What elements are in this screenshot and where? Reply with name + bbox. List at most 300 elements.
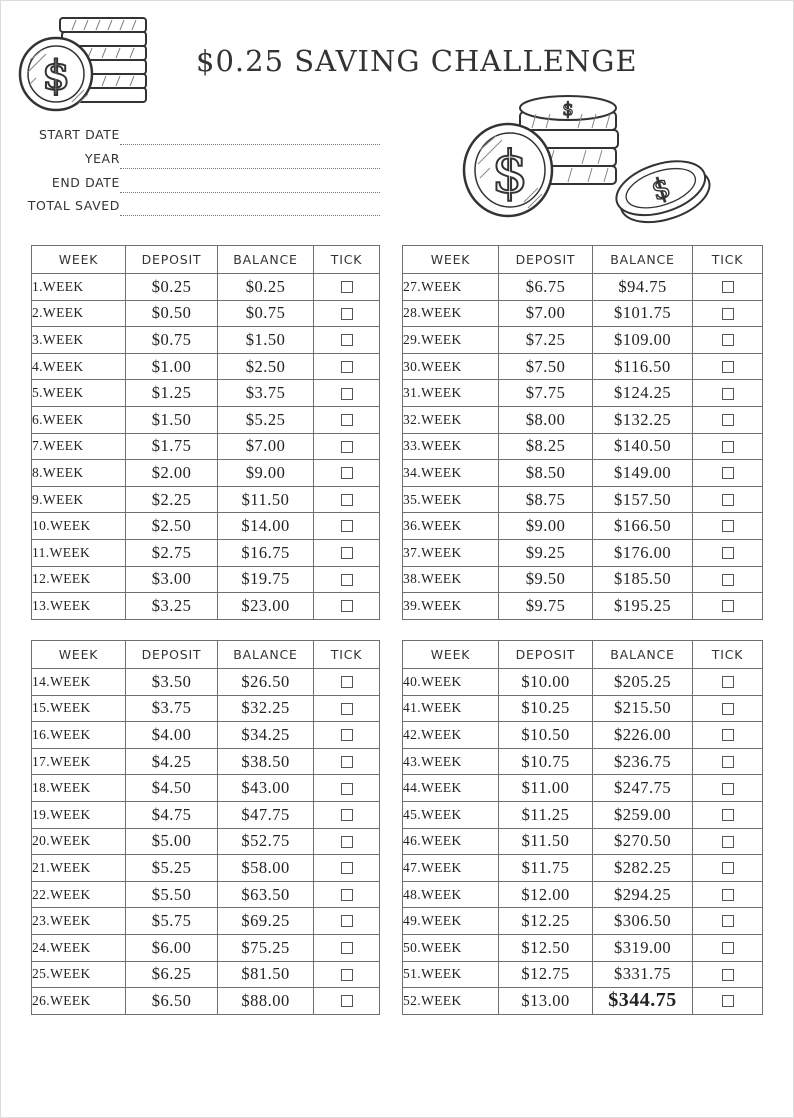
tick-checkbox[interactable] xyxy=(341,494,353,506)
balance-cell: $3.75 xyxy=(218,380,314,407)
balance-cell: $270.50 xyxy=(593,828,693,855)
tick-cell xyxy=(314,513,380,540)
coin-pile-icon xyxy=(462,92,718,230)
savings-table-weeks-27-39 xyxy=(402,245,763,620)
deposit-cell: $0.25 xyxy=(126,274,218,301)
table-row xyxy=(32,801,380,828)
balance-header: BALANCE xyxy=(218,246,314,274)
tick-header: TICK xyxy=(693,641,763,669)
tick-cell xyxy=(693,775,763,802)
week-cell: 8.WEEK xyxy=(32,460,126,487)
week-cell: 20.WEEK xyxy=(32,828,126,855)
tick-cell xyxy=(314,539,380,566)
deposit-cell: $9.75 xyxy=(499,593,593,620)
table-row xyxy=(32,460,380,487)
balance-cell: $157.50 xyxy=(593,486,693,513)
tick-checkbox[interactable] xyxy=(722,414,734,426)
week-cell: 37.WEEK xyxy=(403,539,499,566)
week-cell: 34.WEEK xyxy=(403,460,499,487)
week-cell: 27.WEEK xyxy=(403,274,499,301)
week-cell: 21.WEEK xyxy=(32,855,126,882)
balance-cell: $19.75 xyxy=(218,566,314,593)
week-cell: 2.WEEK xyxy=(32,300,126,327)
tick-checkbox[interactable] xyxy=(722,783,734,795)
tick-checkbox[interactable] xyxy=(341,441,353,453)
tick-checkbox[interactable] xyxy=(722,756,734,768)
balance-cell: $319.00 xyxy=(593,934,693,961)
week-cell: 22.WEEK xyxy=(32,881,126,908)
tick-cell xyxy=(693,539,763,566)
deposit-cell: $3.50 xyxy=(126,669,218,696)
table-row xyxy=(403,881,763,908)
tick-cell xyxy=(314,327,380,354)
tick-checkbox[interactable] xyxy=(341,889,353,901)
table-row xyxy=(32,961,380,988)
tick-cell xyxy=(693,881,763,908)
svg-text:$: $ xyxy=(491,138,529,206)
deposit-cell: $11.75 xyxy=(499,855,593,882)
tick-cell xyxy=(693,433,763,460)
deposit-cell: $8.50 xyxy=(499,460,593,487)
tick-checkbox[interactable] xyxy=(341,915,353,927)
week-cell: 28.WEEK xyxy=(403,300,499,327)
table-row xyxy=(32,748,380,775)
table-row xyxy=(403,327,763,354)
start-date-field[interactable] xyxy=(20,124,380,146)
deposit-cell: $13.00 xyxy=(499,988,593,1015)
deposit-cell: $12.75 xyxy=(499,961,593,988)
balance-cell: $47.75 xyxy=(218,801,314,828)
tick-checkbox[interactable] xyxy=(341,281,353,293)
deposit-cell: $5.50 xyxy=(126,881,218,908)
deposit-cell: $7.00 xyxy=(499,300,593,327)
table-row xyxy=(32,593,380,620)
table-row xyxy=(403,748,763,775)
tick-checkbox[interactable] xyxy=(341,308,353,320)
tick-cell xyxy=(314,566,380,593)
tick-checkbox[interactable] xyxy=(722,862,734,874)
tick-cell xyxy=(693,593,763,620)
week-cell: 30.WEEK xyxy=(403,353,499,380)
tick-cell xyxy=(693,748,763,775)
table-row xyxy=(32,908,380,935)
tick-cell xyxy=(693,380,763,407)
svg-text:$: $ xyxy=(647,170,675,208)
table-row xyxy=(32,669,380,696)
table-row xyxy=(403,908,763,935)
week-cell: 24.WEEK xyxy=(32,934,126,961)
week-header: WEEK xyxy=(32,246,126,274)
deposit-cell: $8.25 xyxy=(499,433,593,460)
week-cell: 51.WEEK xyxy=(403,961,499,988)
tick-cell xyxy=(314,828,380,855)
week-cell: 10.WEEK xyxy=(32,513,126,540)
tick-checkbox[interactable] xyxy=(722,467,734,479)
balance-header: BALANCE xyxy=(593,246,693,274)
balance-cell: $205.25 xyxy=(593,669,693,696)
deposit-cell: $2.50 xyxy=(126,513,218,540)
year-label: YEAR xyxy=(84,151,120,166)
table-row xyxy=(403,380,763,407)
table-row xyxy=(403,513,763,540)
tick-checkbox[interactable] xyxy=(722,942,734,954)
balance-cell: $124.25 xyxy=(593,380,693,407)
deposit-cell: $4.25 xyxy=(126,748,218,775)
week-cell: 47.WEEK xyxy=(403,855,499,882)
total-saved-field[interactable] xyxy=(20,195,380,217)
tick-cell xyxy=(693,801,763,828)
week-cell: 48.WEEK xyxy=(403,881,499,908)
end-date-field[interactable] xyxy=(20,172,380,194)
table-row xyxy=(403,695,763,722)
tick-cell xyxy=(314,406,380,433)
week-cell: 14.WEEK xyxy=(32,669,126,696)
table-row xyxy=(32,486,380,513)
deposit-cell: $4.50 xyxy=(126,775,218,802)
week-header: WEEK xyxy=(32,641,126,669)
tick-checkbox[interactable] xyxy=(341,361,353,373)
tick-cell xyxy=(314,908,380,935)
tick-checkbox[interactable] xyxy=(341,467,353,479)
week-cell: 25.WEEK xyxy=(32,961,126,988)
week-cell: 35.WEEK xyxy=(403,486,499,513)
balance-cell: $166.50 xyxy=(593,513,693,540)
table-row xyxy=(403,539,763,566)
table-row xyxy=(403,775,763,802)
deposit-cell: $7.50 xyxy=(499,353,593,380)
table-row xyxy=(403,855,763,882)
table-row xyxy=(32,988,380,1015)
tick-checkbox[interactable] xyxy=(341,334,353,346)
tick-cell xyxy=(693,908,763,935)
table-row xyxy=(32,380,380,407)
table-row xyxy=(403,353,763,380)
balance-cell: $38.50 xyxy=(218,748,314,775)
tick-checkbox[interactable] xyxy=(722,334,734,346)
deposit-header: DEPOSIT xyxy=(126,246,218,274)
balance-cell: $32.25 xyxy=(218,695,314,722)
tick-checkbox[interactable] xyxy=(722,995,734,1007)
balance-cell: $149.00 xyxy=(593,460,693,487)
table-row xyxy=(403,460,763,487)
tick-checkbox[interactable] xyxy=(722,809,734,821)
balance-cell: $7.00 xyxy=(218,433,314,460)
deposit-cell: $1.50 xyxy=(126,406,218,433)
deposit-cell: $10.25 xyxy=(499,695,593,722)
deposit-cell: $4.00 xyxy=(126,722,218,749)
table-row xyxy=(403,669,763,696)
balance-cell: $306.50 xyxy=(593,908,693,935)
tick-cell xyxy=(693,961,763,988)
deposit-cell: $12.50 xyxy=(499,934,593,961)
balance-cell: $0.25 xyxy=(218,274,314,301)
tick-cell xyxy=(693,353,763,380)
balance-cell: $26.50 xyxy=(218,669,314,696)
balance-cell: $132.25 xyxy=(593,406,693,433)
deposit-cell: $6.75 xyxy=(499,274,593,301)
table-row xyxy=(403,406,763,433)
deposit-cell: $9.25 xyxy=(499,539,593,566)
table-row xyxy=(32,327,380,354)
balance-cell: $101.75 xyxy=(593,300,693,327)
tick-cell xyxy=(314,722,380,749)
tick-checkbox[interactable] xyxy=(341,703,353,715)
table-header-row xyxy=(403,246,763,274)
tick-checkbox[interactable] xyxy=(341,600,353,612)
table-row xyxy=(403,828,763,855)
coin-stack-icon xyxy=(16,14,152,118)
tick-cell xyxy=(693,828,763,855)
tick-checkbox[interactable] xyxy=(722,494,734,506)
end-date-label: END DATE xyxy=(51,175,120,190)
tick-cell xyxy=(314,593,380,620)
tick-header: TICK xyxy=(314,641,380,669)
deposit-cell: $4.75 xyxy=(126,801,218,828)
tick-cell xyxy=(693,406,763,433)
tick-cell xyxy=(693,513,763,540)
balance-cell: $247.75 xyxy=(593,775,693,802)
tick-checkbox[interactable] xyxy=(341,676,353,688)
deposit-cell: $1.00 xyxy=(126,353,218,380)
svg-text:$: $ xyxy=(562,99,574,120)
balance-cell: $81.50 xyxy=(218,961,314,988)
balance-cell: $226.00 xyxy=(593,722,693,749)
tick-checkbox[interactable] xyxy=(341,862,353,874)
tick-cell xyxy=(314,433,380,460)
tick-checkbox[interactable] xyxy=(722,388,734,400)
week-cell: 38.WEEK xyxy=(403,566,499,593)
tick-cell xyxy=(693,566,763,593)
tick-cell xyxy=(314,380,380,407)
savings-table-weeks-1-13 xyxy=(31,245,380,620)
deposit-cell: $9.50 xyxy=(499,566,593,593)
tick-checkbox[interactable] xyxy=(341,414,353,426)
tick-cell xyxy=(693,460,763,487)
deposit-cell: $2.00 xyxy=(126,460,218,487)
tick-checkbox[interactable] xyxy=(722,676,734,688)
balance-cell: $331.75 xyxy=(593,961,693,988)
balance-cell: $63.50 xyxy=(218,881,314,908)
deposit-cell: $11.25 xyxy=(499,801,593,828)
tick-cell xyxy=(314,300,380,327)
deposit-cell: $8.00 xyxy=(499,406,593,433)
balance-cell: $344.75 xyxy=(593,988,693,1015)
week-cell: 33.WEEK xyxy=(403,433,499,460)
deposit-cell: $2.75 xyxy=(126,539,218,566)
balance-cell: $75.25 xyxy=(218,934,314,961)
tick-checkbox[interactable] xyxy=(722,729,734,741)
tick-cell xyxy=(314,669,380,696)
balance-cell: $5.25 xyxy=(218,406,314,433)
tick-checkbox[interactable] xyxy=(722,600,734,612)
tick-checkbox[interactable] xyxy=(722,308,734,320)
deposit-cell: $3.25 xyxy=(126,593,218,620)
tick-checkbox[interactable] xyxy=(341,969,353,981)
week-cell: 11.WEEK xyxy=(32,539,126,566)
table-row xyxy=(32,300,380,327)
week-cell: 45.WEEK xyxy=(403,801,499,828)
week-cell: 9.WEEK xyxy=(32,486,126,513)
deposit-cell: $11.00 xyxy=(499,775,593,802)
tick-cell xyxy=(314,934,380,961)
balance-cell: $2.50 xyxy=(218,353,314,380)
deposit-cell: $6.25 xyxy=(126,961,218,988)
balance-cell: $14.00 xyxy=(218,513,314,540)
balance-cell: $94.75 xyxy=(593,274,693,301)
tick-checkbox[interactable] xyxy=(341,995,353,1007)
week-cell: 29.WEEK xyxy=(403,327,499,354)
deposit-header: DEPOSIT xyxy=(499,641,593,669)
savings-table-weeks-14-26 xyxy=(31,640,380,1015)
tick-checkbox[interactable] xyxy=(722,969,734,981)
deposit-cell: $2.25 xyxy=(126,486,218,513)
deposit-cell: $9.00 xyxy=(499,513,593,540)
tick-checkbox[interactable] xyxy=(722,281,734,293)
week-cell: 18.WEEK xyxy=(32,775,126,802)
balance-cell: $215.50 xyxy=(593,695,693,722)
tick-checkbox[interactable] xyxy=(722,889,734,901)
table-row xyxy=(32,934,380,961)
year-line[interactable] xyxy=(120,168,380,169)
week-cell: 4.WEEK xyxy=(32,353,126,380)
tick-checkbox[interactable] xyxy=(722,915,734,927)
total-saved-line[interactable] xyxy=(120,215,380,216)
balance-cell: $236.75 xyxy=(593,748,693,775)
table-header-row xyxy=(32,246,380,274)
balance-cell: $282.25 xyxy=(593,855,693,882)
tick-header: TICK xyxy=(693,246,763,274)
tick-cell xyxy=(693,722,763,749)
svg-text:$: $ xyxy=(42,52,70,99)
table-row xyxy=(32,566,380,593)
start-date-label: START DATE xyxy=(38,127,120,142)
tick-checkbox[interactable] xyxy=(341,942,353,954)
week-cell: 52.WEEK xyxy=(403,988,499,1015)
tick-cell xyxy=(693,274,763,301)
balance-cell: $16.75 xyxy=(218,539,314,566)
tick-cell xyxy=(693,300,763,327)
week-cell: 1.WEEK xyxy=(32,274,126,301)
balance-cell: $176.00 xyxy=(593,539,693,566)
table-row xyxy=(32,828,380,855)
year-field[interactable] xyxy=(20,148,380,170)
tick-cell xyxy=(693,669,763,696)
week-cell: 23.WEEK xyxy=(32,908,126,935)
balance-cell: $116.50 xyxy=(593,353,693,380)
week-cell: 39.WEEK xyxy=(403,593,499,620)
deposit-cell: $0.75 xyxy=(126,327,218,354)
week-cell: 17.WEEK xyxy=(32,748,126,775)
deposit-cell: $5.75 xyxy=(126,908,218,935)
tick-cell xyxy=(314,748,380,775)
tick-checkbox[interactable] xyxy=(341,520,353,532)
week-cell: 46.WEEK xyxy=(403,828,499,855)
table-row xyxy=(32,513,380,540)
tick-cell xyxy=(693,855,763,882)
balance-cell: $69.25 xyxy=(218,908,314,935)
week-header: WEEK xyxy=(403,641,499,669)
deposit-header: DEPOSIT xyxy=(499,246,593,274)
tick-checkbox[interactable] xyxy=(341,574,353,586)
week-cell: 6.WEEK xyxy=(32,406,126,433)
week-cell: 50.WEEK xyxy=(403,934,499,961)
deposit-cell: $1.25 xyxy=(126,380,218,407)
table-row xyxy=(403,801,763,828)
balance-cell: $195.25 xyxy=(593,593,693,620)
balance-cell: $185.50 xyxy=(593,566,693,593)
tick-checkbox[interactable] xyxy=(341,547,353,559)
tick-cell xyxy=(314,274,380,301)
tick-cell xyxy=(314,801,380,828)
week-cell: 3.WEEK xyxy=(32,327,126,354)
table-row xyxy=(403,722,763,749)
tick-cell xyxy=(314,775,380,802)
tick-checkbox[interactable] xyxy=(722,574,734,586)
deposit-cell: $8.75 xyxy=(499,486,593,513)
start-date-line[interactable] xyxy=(120,144,380,145)
tick-checkbox[interactable] xyxy=(341,729,353,741)
tick-checkbox[interactable] xyxy=(341,809,353,821)
balance-cell: $88.00 xyxy=(218,988,314,1015)
week-cell: 26.WEEK xyxy=(32,988,126,1015)
tick-checkbox[interactable] xyxy=(722,441,734,453)
balance-cell: $0.75 xyxy=(218,300,314,327)
table-row xyxy=(32,855,380,882)
week-cell: 15.WEEK xyxy=(32,695,126,722)
tick-checkbox[interactable] xyxy=(722,547,734,559)
tick-cell xyxy=(314,460,380,487)
tick-cell xyxy=(314,988,380,1015)
table-row xyxy=(403,961,763,988)
table-row xyxy=(403,988,763,1015)
week-cell: 12.WEEK xyxy=(32,566,126,593)
tick-checkbox[interactable] xyxy=(341,388,353,400)
tick-cell xyxy=(693,486,763,513)
tick-cell xyxy=(314,961,380,988)
tick-checkbox[interactable] xyxy=(722,836,734,848)
table-row xyxy=(403,274,763,301)
tick-checkbox[interactable] xyxy=(341,783,353,795)
week-cell: 19.WEEK xyxy=(32,801,126,828)
tick-cell xyxy=(314,881,380,908)
end-date-line[interactable] xyxy=(120,192,380,193)
table-row xyxy=(403,486,763,513)
tick-cell xyxy=(314,486,380,513)
tick-checkbox[interactable] xyxy=(341,756,353,768)
tick-checkbox[interactable] xyxy=(722,703,734,715)
tick-checkbox[interactable] xyxy=(722,361,734,373)
week-cell: 32.WEEK xyxy=(403,406,499,433)
balance-cell: $140.50 xyxy=(593,433,693,460)
table-row xyxy=(32,695,380,722)
balance-header: BALANCE xyxy=(218,641,314,669)
table-row xyxy=(32,433,380,460)
table-row xyxy=(32,722,380,749)
deposit-cell: $6.00 xyxy=(126,934,218,961)
week-cell: 16.WEEK xyxy=(32,722,126,749)
balance-header: BALANCE xyxy=(593,641,693,669)
table-row xyxy=(403,934,763,961)
tick-cell xyxy=(314,695,380,722)
tick-checkbox[interactable] xyxy=(341,836,353,848)
tick-checkbox[interactable] xyxy=(722,520,734,532)
deposit-cell: $3.00 xyxy=(126,566,218,593)
deposit-cell: $10.00 xyxy=(499,669,593,696)
table-header-row xyxy=(32,641,380,669)
savings-table-weeks-40-52 xyxy=(402,640,763,1015)
balance-cell: $109.00 xyxy=(593,327,693,354)
tick-cell xyxy=(693,988,763,1015)
